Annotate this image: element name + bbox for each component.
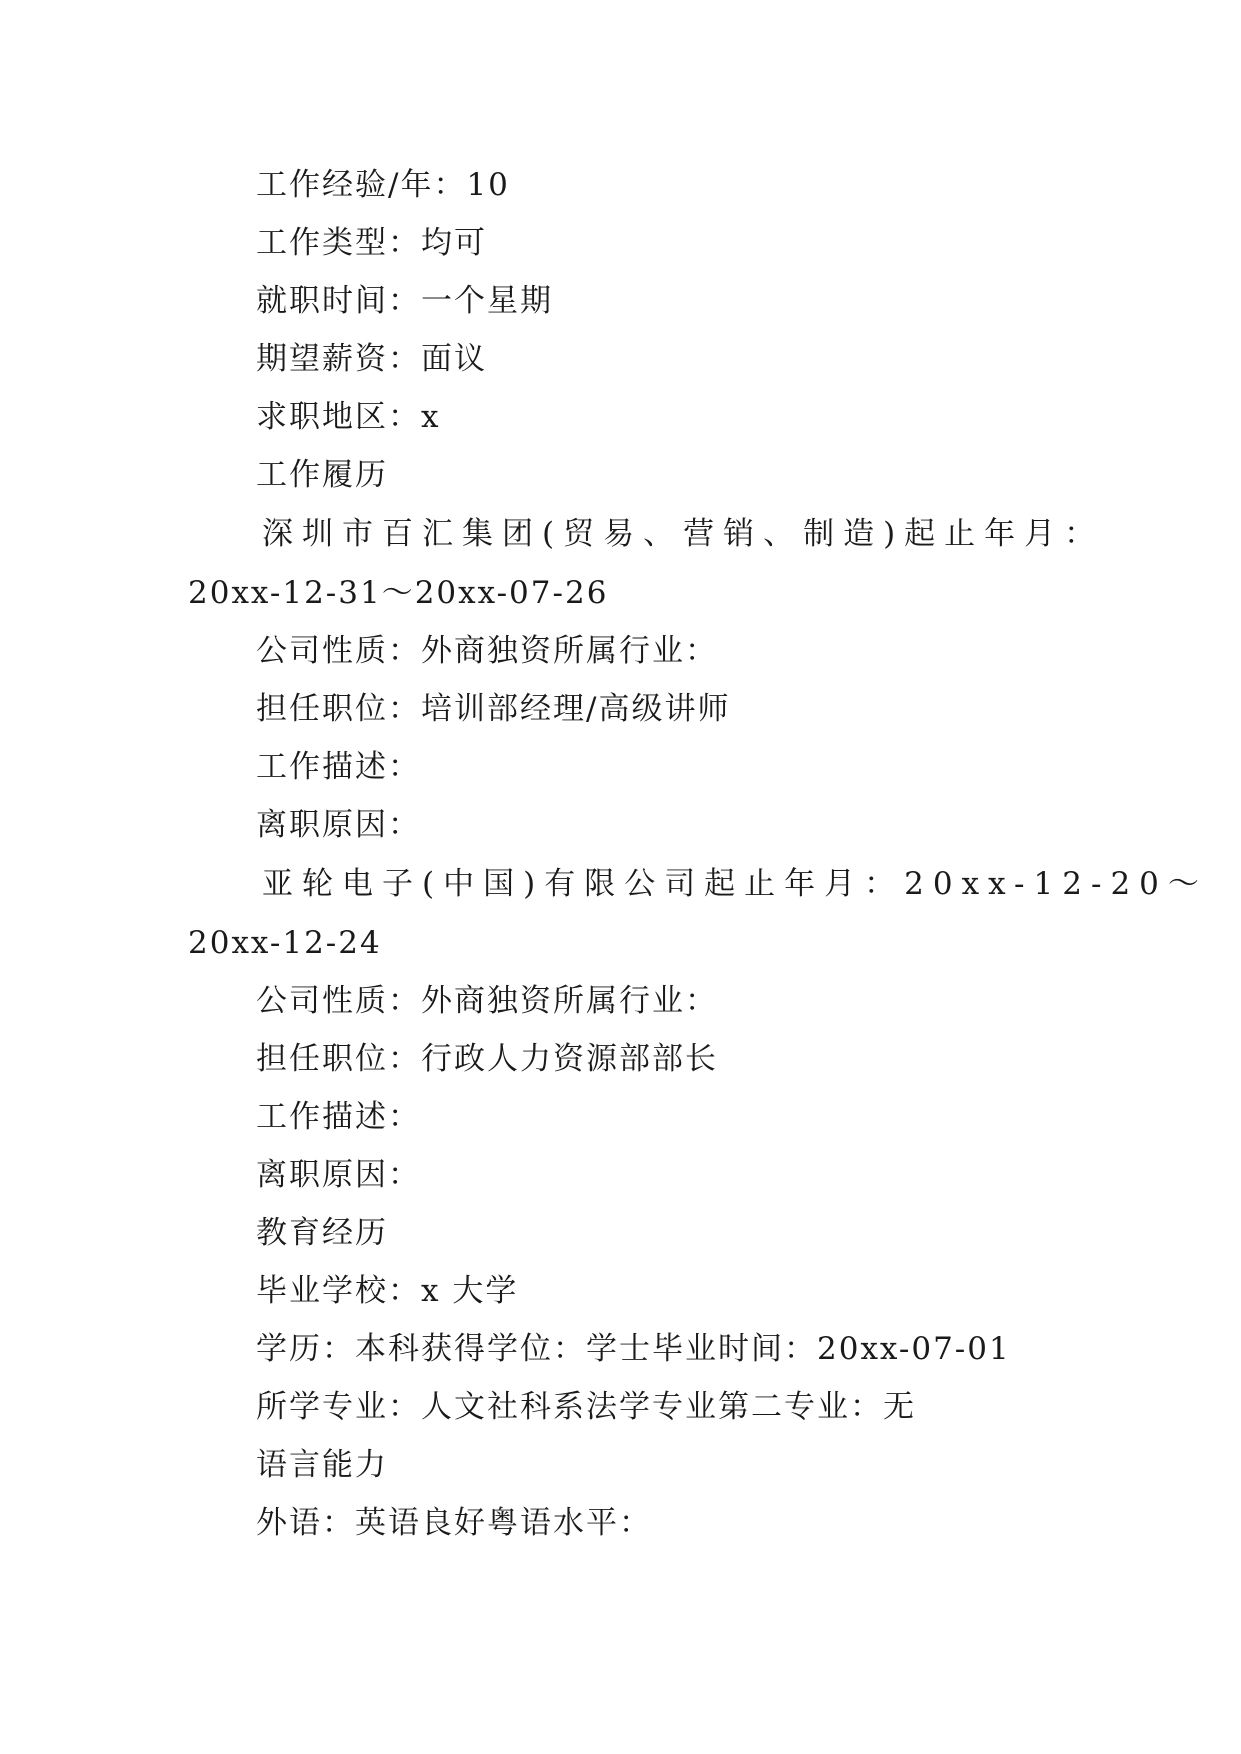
major-info: 所学专业：人文社科系法学专业第二专业：无 <box>256 1389 916 1425</box>
section-heading-work-history: 工作履历 <box>256 457 388 493</box>
work-experience-years: 工作经验/年：10 <box>256 167 510 203</box>
employer-2-period: 20xx-12-24 <box>188 925 382 961</box>
employer-1-job-description: 工作描述： <box>256 749 421 785</box>
employer-1-company-type: 公司性质：外商独资所属行业： <box>256 633 718 669</box>
section-heading-education: 教育经历 <box>256 1215 388 1251</box>
employer-2-position: 担任职位：行政人力资源部部长 <box>256 1041 718 1077</box>
employer-1-leave-reason: 离职原因： <box>256 807 421 843</box>
graduation-school: 毕业学校：x 大学 <box>256 1273 519 1309</box>
foreign-language: 外语：英语良好粤语水平： <box>256 1505 652 1541</box>
employer-2-title: 亚轮电子(中国)有限公司起止年月：20xx-12-20～ <box>262 866 1208 902</box>
employer-2-job-description: 工作描述： <box>256 1099 421 1135</box>
employer-1-position: 担任职位：培训部经理/高级讲师 <box>256 691 731 727</box>
employer-1-period: 20xx-12-31～20xx-07-26 <box>188 575 609 611</box>
job-type: 工作类型：均可 <box>256 225 487 261</box>
degree-info: 学历：本科获得学位：学士毕业时间：20xx-07-01 <box>256 1331 1011 1367</box>
employer-2-leave-reason: 离职原因： <box>256 1157 421 1193</box>
section-heading-language: 语言能力 <box>256 1447 388 1483</box>
start-time: 就职时间：一个星期 <box>256 283 553 319</box>
employer-2-company-type: 公司性质：外商独资所属行业： <box>256 983 718 1019</box>
expected-salary: 期望薪资：面议 <box>256 341 487 377</box>
job-region: 求职地区：x <box>256 399 441 435</box>
employer-1-title: 深圳市百汇集团(贸易、营销、制造)起止年月： <box>262 516 1105 552</box>
